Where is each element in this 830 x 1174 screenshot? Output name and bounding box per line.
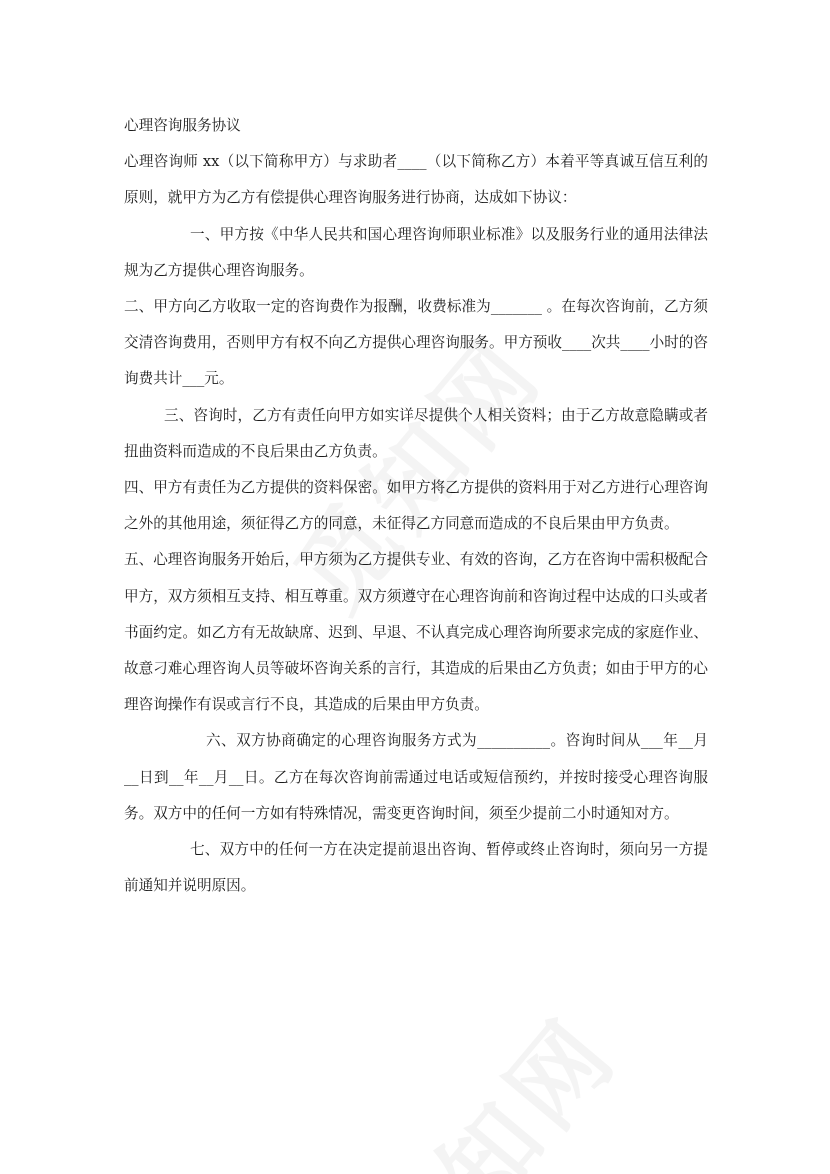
clause-1: 一、甲方按《中华人民共和国心理咨询师职业标准》以及服务行业的通用法律法规为乙方提供心理咨询服务。 <box>124 225 708 279</box>
clause-5: 五、心理咨询服务开始后，甲方须为乙方提供专业、有效的咨询，乙方在咨询中需积极配合甲方，双方须相互支持、相互尊重。双方须遵守在心理咨询前和咨询过程中达成的口头或者书面约定。如乙方有无故缺席、迟到、早退、不认真完成心理咨询所要求完成的家庭作业、故意刁难心理咨询人员等破坏咨询关系的言行，其造成的后果由乙方负责；如由于甲方的心理咨询操作有误或言行不良，其造成的后果由甲方负责。 <box>124 551 708 714</box>
watermark <box>334 983 643 1174</box>
clause-4: 四、甲方有责任为乙方提供的资料保密。如甲方将乙方提供的资料用于对乙方进行心理咨询之外的其他用途，须征得乙方的同意，未征得乙方同意而造成的不良后果由甲方负责。 <box>124 479 708 533</box>
clause-2: 二、甲方向乙方收取一定的咨询费作为报酬，收费标准为_______ 。在每次咨询前，乙方须交清咨询费用，否则甲方有权不向乙方提供心理咨询服务。甲方预收____次共____小时的咨询费共计___元。 <box>124 298 708 388</box>
document-title: 心理咨询服务协议 <box>124 117 241 134</box>
clause-3: 三、咨询时，乙方有责任向甲方如实详尽提供个人相关资料；由于乙方故意隐瞒或者扭曲资料而造成的不良后果由乙方负责。 <box>124 406 708 460</box>
clause-7: 七、双方中的任何一方在决定提前退出咨询、暂停或终止咨询时，须向另一方提前通知并说明原因。 <box>124 841 708 895</box>
document-body <box>124 108 708 904</box>
preamble-paragraph: 心理咨询师 xx（以下简称甲方）与求助者____（以下简称乙方）本着平等真诚互信互利的原则，就甲方为乙方有偿提供心理咨询服务进行协商，达成如下协议： <box>124 153 708 207</box>
clause-6: 六、双方协商确定的心理咨询服务方式为__________。咨询时间从___年__月__日到__年__月__日。乙方在每次咨询前需通过电话或短信预约，并按时接受心理咨询服务。双方中的任何一方如有特殊情况，需变更咨询时间，须至少提前二小时通知对方。 <box>124 732 708 822</box>
